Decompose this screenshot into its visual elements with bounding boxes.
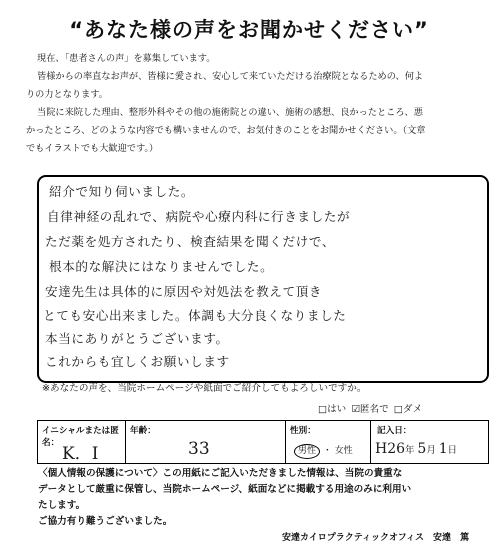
handwritten-line: ただ薬を処方されたり、検査結果を聞くだけで、 xyxy=(45,234,336,249)
consent-options xyxy=(318,401,422,415)
option-yes-checkbox[interactable]: □はい xyxy=(318,404,347,415)
privacy-heading: 〈個人情報の保護について〉 xyxy=(38,468,163,479)
initials-cell xyxy=(38,421,126,463)
respondent-info-table xyxy=(37,420,489,464)
date-label: 記入日： xyxy=(377,426,412,436)
date-month: 5 xyxy=(417,441,427,457)
privacy-body-2: データとして厳重に保管し、当院ホームページ、紙面などに掲載する用途のみに利用い xyxy=(38,484,412,495)
intro-line-1: 現在、「患者さんの声」を募集しています。 xyxy=(37,53,216,64)
intro-line-6: でもイラストでも大歓迎です。） xyxy=(26,143,159,154)
age-cell xyxy=(126,421,286,463)
handwritten-line: 根本的な解決にはなりませんでした。 xyxy=(49,259,274,274)
gender-label: 性別： xyxy=(290,426,316,436)
handwritten-line: とても安心出来ました。体調も大分良くなりました xyxy=(43,308,347,323)
handwritten-message-box xyxy=(37,175,489,383)
gender-male[interactable]: 男性 xyxy=(294,444,320,459)
privacy-notice xyxy=(38,466,493,530)
privacy-body-3: たします。 xyxy=(38,500,86,511)
privacy-body-1: この用紙にご記入いただきました情報は、当院の貴重な xyxy=(162,468,403,479)
age-label: 年齢： xyxy=(130,426,156,436)
intro-line-3: りの力となります。 xyxy=(26,89,108,100)
gender-female[interactable]: 女性 xyxy=(334,446,353,456)
date-day: 1 xyxy=(438,441,448,457)
option-no-checkbox[interactable]: □ダメ xyxy=(393,404,423,415)
date-year-suffix: 年 xyxy=(405,445,415,456)
handwritten-line: 自律神経の乱れで、病院や心療内科に行きましたが xyxy=(47,209,351,224)
handwritten-line: 紹介で知り伺いました。 xyxy=(49,184,195,199)
initials-value: K．I xyxy=(62,444,99,464)
date-year: H26 xyxy=(375,441,406,457)
date-cell xyxy=(371,421,488,463)
page-title: “あなた様の声をお聞かせください” xyxy=(69,18,429,42)
consent-question: ※あなたの声を、当院ホームページや紙面でご紹介してもよろしいですか。 xyxy=(42,383,367,394)
intro-text xyxy=(26,50,486,158)
gender-separator: ・ xyxy=(322,446,332,456)
intro-line-4: 当院に来院した理由、整形外科やその他の施術院との違い、施術の感想、良かったところ、悪 xyxy=(37,107,423,118)
intro-line-5: かったところ、どのような内容でも構いませんので、お気付きのことをお聞かせください。（文章 xyxy=(26,125,426,136)
gender-cell xyxy=(286,421,371,463)
age-value: 33 xyxy=(188,439,210,459)
thanks-text: ご協力有り難うございました。 xyxy=(38,516,173,527)
handwritten-line: 本当にありがとうございます。 xyxy=(45,331,229,346)
clinic-footer: 安達カイロプラクティックオフィス 安達 篤 xyxy=(282,533,470,543)
handwritten-line: 安達先生は具体的に原因や対処法を教えて頂き xyxy=(45,284,323,299)
option-anonymous-checkbox[interactable]: ☑匿名で xyxy=(351,404,389,415)
date-month-suffix: 月 xyxy=(426,445,436,456)
date-day-suffix: 日 xyxy=(447,445,458,456)
handwritten-line: これからも宜しくお願いします xyxy=(45,354,230,369)
intro-line-2: 皆様からの率直なお声が、皆様に愛され、安心して来ていただける治療院となるための、何よ xyxy=(37,71,424,82)
gender-options xyxy=(294,443,353,459)
initials-label: イニシャルまたは匿名： xyxy=(42,426,119,448)
date-value xyxy=(375,441,457,457)
